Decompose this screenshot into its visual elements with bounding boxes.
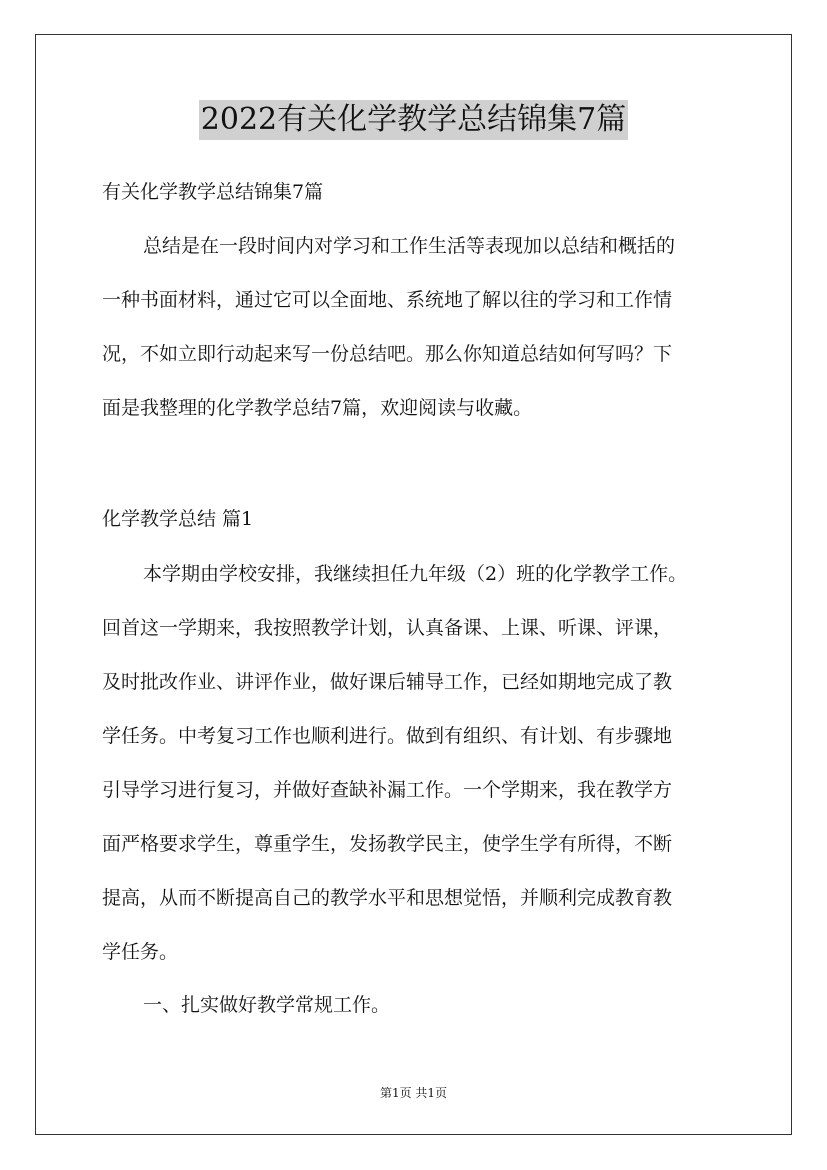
page-number: 第1页 共1页 — [379, 1086, 448, 1100]
intro-line: 一种书面材料，通过它可以全面地、系统地了解以往的学习和工作情 — [102, 289, 673, 311]
intro-line: 面是我整理的化学教学总结7篇，欢迎阅读与收藏。 — [102, 397, 533, 419]
body-line: 学任务。 — [102, 941, 179, 963]
body-line: 回首这一学期来，我按照教学计划，认真备课、上课、听课、评课， — [102, 617, 673, 639]
intro-line: 总结是在一段时间内对学习和工作生活等表现加以总结和概括的 — [143, 235, 676, 257]
section-heading: 化学教学总结 篇1 — [102, 508, 254, 530]
body-line: 提高，从而不断提高自己的教学水平和思想觉悟，并顺利完成教育教 — [102, 887, 673, 909]
document-title: 2022有关化学教学总结锦集7篇 — [199, 100, 628, 140]
point-heading: 一、扎实做好教学常规工作。 — [143, 994, 391, 1016]
body-line: 学任务。中考复习工作也顺利进行。做到有组织、有计划、有步骤地 — [102, 725, 673, 747]
body-line: 及时批改作业、讲评作业，做好课后辅导工作，已经如期地完成了教 — [102, 671, 673, 693]
intro-line: 况，不如立即行动起来写一份总结吧。那么你知道总结如何写吗？下 — [102, 343, 673, 365]
body-line: 本学期由学校安排，我继续担任九年级（2）班的化学教学工作。 — [143, 563, 688, 585]
title-wrap — [0, 100, 827, 140]
body-line: 引导学习进行复习，并做好查缺补漏工作。一个学期来，我在教学方 — [102, 779, 673, 801]
body-line: 面严格要求学生，尊重学生，发扬教学民主，使学生学有所得，不断 — [102, 833, 673, 855]
subtitle: 有关化学教学总结锦集7篇 — [102, 181, 324, 203]
